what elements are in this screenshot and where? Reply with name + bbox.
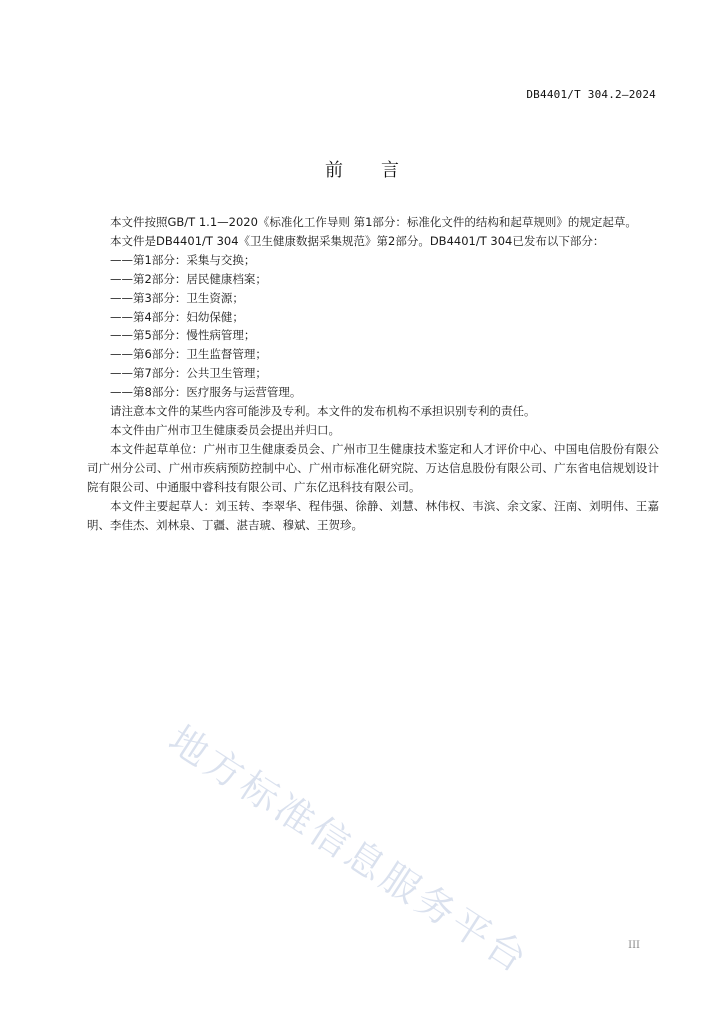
paragraph: 本文件按照GB/T 1.1—2020《标准化工作导则 第1部分：标准化文件的结构和起草规则》的规定起草。 xyxy=(110,215,637,229)
watermark: 地方标准信息服务平台 xyxy=(161,716,538,983)
page-title: 前言 xyxy=(325,160,437,181)
list-item: ——第2部分：居民健康档案； xyxy=(110,271,267,286)
paragraph: 本文件起草单位：广州市卫生健康委员会、广州市卫生健康技术鉴定和人才评价中心、中国电信股份有限公司广州分公司、广州市疾病预防控制中心、广州市标准化研究院、万达信息股份有限公司、广东省电信规划设计院有限公司、中通服中睿科技有限公司、广东亿迅科技有限公司。 xyxy=(87,441,659,494)
document-id: DB4401/T 304.2—2024 xyxy=(526,88,656,101)
paragraph: 本文件是DB4401/T 304《卫生健康数据采集规范》第2部分。DB4401/T 304已发布以下部分： xyxy=(110,233,605,248)
list-item: ——第1部分：采集与交换； xyxy=(110,252,256,267)
paragraph: 本文件由广州市卫生健康委员会提出并归口。 xyxy=(110,422,340,437)
list-item: ——第3部分：卫生资源； xyxy=(110,290,244,305)
list-item: ——第8部分：医疗服务与运营管理。 xyxy=(110,385,302,400)
foreword-body xyxy=(87,213,659,534)
list-item: ——第4部分：妇幼保健； xyxy=(110,309,244,324)
list-item: ——第5部分：慢性病管理； xyxy=(110,328,256,343)
list-item: ——第7部分：公共卫生管理； xyxy=(110,366,267,381)
page-number: III xyxy=(628,940,640,951)
paragraph: 本文件主要起草人：刘玉转、李翠华、程伟强、徐静、刘慧、林伟权、韦滨、余文家、汪南、刘明伟、王嘉明、李佳杰、刘林泉、丁疆、湛吉琥、穆斌、王贺珍。 xyxy=(87,498,659,532)
paragraph: 请注意本文件的某些内容可能涉及专利。本文件的发布机构不承担识别专利的责任。 xyxy=(110,404,536,419)
list-item: ——第6部分：卫生监督管理； xyxy=(110,347,267,362)
